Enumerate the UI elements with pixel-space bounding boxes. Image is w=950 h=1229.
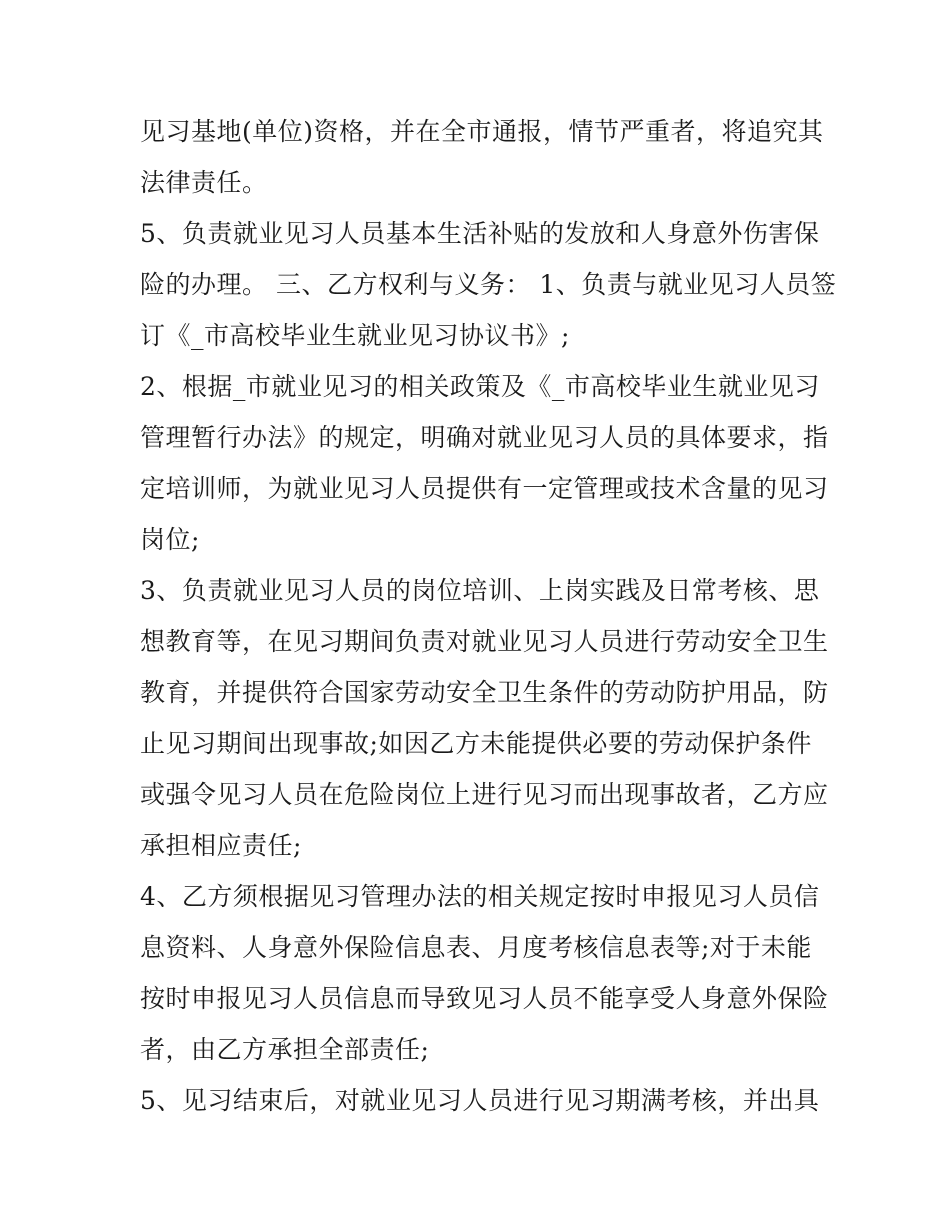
text-line: 法律责任。 — [140, 168, 268, 197]
text-line: 定培训师，为就业见习人员提供有一定管理或技术含量的见习 — [140, 474, 829, 503]
text-line: 5、见习结束后，对就业见习人员进行见习期满考核，并出具 — [140, 1086, 820, 1115]
document-body — [140, 106, 837, 1126]
text-line: 4、乙方须根据见习管理办法的相关规定按时申报见习人员信 — [140, 882, 820, 911]
text-line: 或强令见习人员在危险岗位上进行见习而出现事故者，乙方应 — [140, 780, 829, 809]
text-line: 5、负责就业见习人员基本生活补贴的发放和人身意外伤害保 — [140, 219, 820, 248]
text-line: 岗位; — [140, 525, 200, 554]
text-line: 者，由乙方承担全部责任; — [140, 1035, 430, 1064]
text-line: 见习基地(单位)资格，并在全市通报，情节严重者，将追究其 — [140, 117, 824, 146]
text-line: 承担相应责任; — [140, 831, 302, 860]
text-line: 险的办理。 三、乙方权利与义务： 1、负责与就业见习人员签 — [140, 270, 837, 299]
text-line: 想教育等，在见习期间负责对就业见习人员进行劳动安全卫生 — [140, 627, 829, 656]
text-line: 止见习期间出现事故;如因乙方未能提供必要的劳动保护条件 — [140, 729, 812, 758]
text-line: 订《_市高校毕业生就业见习协议书》; — [140, 321, 570, 350]
text-line: 2、根据_市就业见习的相关政策及《_市高校毕业生就业见习 — [140, 372, 820, 401]
text-line: 管理暂行办法》的规定，明确对就业见习人员的具体要求，指 — [140, 423, 829, 452]
text-line: 3、负责就业见习人员的岗位培训、上岗实践及日常考核、思 — [140, 576, 820, 605]
text-line: 息资料、人身意外保险信息表、月度考核信息表等;对于未能 — [140, 933, 812, 962]
text-line: 按时申报见习人员信息而导致见习人员不能享受人身意外保险 — [140, 984, 829, 1013]
text-line: 教育，并提供符合国家劳动安全卫生条件的劳动防护用品，防 — [140, 678, 829, 707]
